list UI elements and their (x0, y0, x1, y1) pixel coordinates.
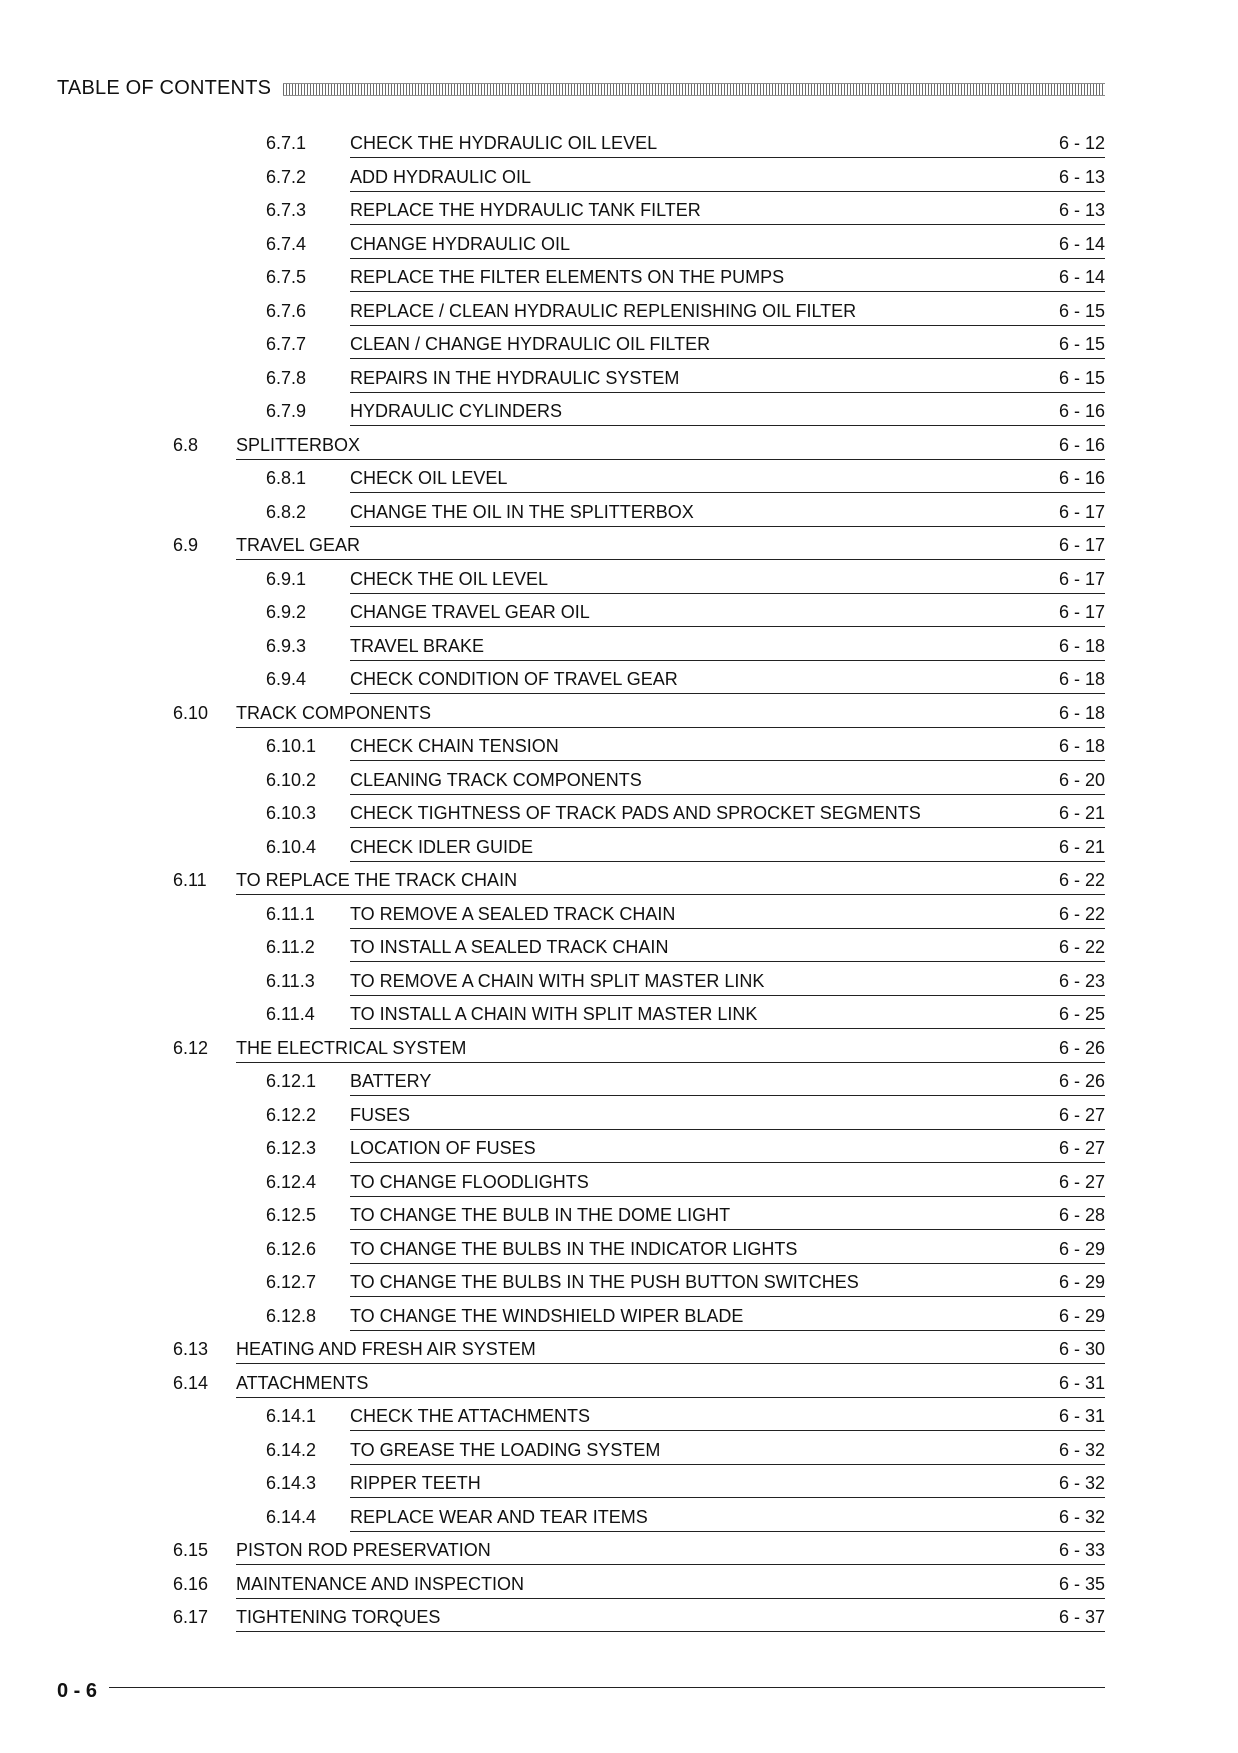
toc-entry-underline (350, 928, 1105, 929)
toc-entry-underline (350, 157, 1105, 158)
toc-entry-underline (350, 526, 1105, 527)
table-of-contents (0, 127, 1238, 1635)
toc-entry-title: CLEANING TRACK COMPONENTS (350, 769, 642, 790)
toc-entry-underline (350, 1263, 1105, 1264)
toc-entry-page: 6 - 17 (1058, 602, 1105, 622)
toc-entry-underline (350, 1028, 1105, 1029)
toc-entry-title: REPLACE THE HYDRAULIC TANK FILTER (350, 200, 701, 220)
toc-entry-number: 6.7.1 (266, 133, 307, 153)
toc-entry-number: 6.9.1 (266, 568, 307, 589)
toc-subsection-row[interactable] (0, 295, 1238, 329)
toc-entry-page: 6 - 13 (1058, 200, 1105, 220)
toc-entry-underline (236, 1598, 1105, 1599)
toc-section-row[interactable] (0, 1534, 1238, 1568)
toc-subsection-row[interactable] (0, 663, 1238, 697)
toc-entry-title: FUSES (350, 1104, 411, 1125)
toc-entry-number: 6.9.2 (266, 602, 307, 622)
toc-entry-underline (350, 425, 1105, 426)
toc-entry-page: 6 - 29 (1058, 1272, 1105, 1292)
toc-entry-number: 6.8.2 (266, 501, 307, 522)
toc-entry-underline (350, 995, 1105, 996)
toc-entry-page: 6 - 32 (1058, 1473, 1105, 1493)
toc-entry-underline (350, 693, 1105, 694)
toc-entry-page: 6 - 18 (1058, 736, 1105, 756)
toc-entry-title: TO CHANGE THE BULB IN THE DOME LIGHT (350, 1205, 731, 1225)
toc-entry-page: 6 - 17 (1058, 501, 1105, 522)
toc-entry-page: 6 - 33 (1058, 1540, 1105, 1560)
toc-entry-number: 6.9.3 (266, 635, 307, 656)
toc-entry-page: 6 - 23 (1058, 970, 1105, 991)
toc-subsection-row[interactable] (0, 965, 1238, 999)
toc-entry-title: TO REMOVE A CHAIN WITH SPLIT MASTER LINK (350, 970, 765, 991)
toc-subsection-row[interactable] (0, 161, 1238, 195)
toc-entry-number: 6.7.3 (266, 200, 307, 220)
toc-entry-title: CHANGE TRAVEL GEAR OIL (350, 602, 590, 622)
toc-entry-number: 6.12.7 (266, 1272, 317, 1292)
toc-entry-number: 6.10 (173, 702, 209, 723)
toc-section-row[interactable] (0, 1333, 1238, 1367)
toc-entry-number: 6.12.5 (266, 1205, 317, 1225)
toc-entry-underline (350, 1430, 1105, 1431)
toc-entry-page: 6 - 16 (1058, 434, 1105, 455)
toc-section-row[interactable] (0, 864, 1238, 898)
toc-subsection-row[interactable] (0, 1199, 1238, 1233)
toc-entry-page: 6 - 12 (1058, 133, 1105, 153)
toc-entry-page: 6 - 14 (1058, 233, 1105, 254)
toc-entry-underline (350, 1531, 1105, 1532)
toc-entry-underline (350, 1330, 1105, 1331)
toc-entry-page: 6 - 26 (1058, 1037, 1105, 1058)
toc-entry-page: 6 - 16 (1058, 468, 1105, 488)
toc-subsection-row[interactable] (0, 1400, 1238, 1434)
toc-entry-page: 6 - 18 (1058, 635, 1105, 656)
toc-entry-title: BATTERY (350, 1071, 432, 1091)
toc-entry-page: 6 - 32 (1058, 1506, 1105, 1527)
toc-entry-page: 6 - 25 (1058, 1004, 1105, 1024)
toc-entry-title: LOCATION OF FUSES (350, 1138, 536, 1158)
toc-entry-title: TO GREASE THE LOADING SYSTEM (350, 1439, 661, 1460)
toc-entry-title: TRAVEL GEAR (236, 535, 361, 555)
toc-entry-page: 6 - 26 (1058, 1071, 1105, 1091)
toc-entry-title: TO CHANGE THE BULBS IN THE INDICATOR LIGHTS (350, 1238, 798, 1259)
toc-subsection-row[interactable] (0, 630, 1238, 664)
toc-entry-number: 6.15 (173, 1540, 209, 1560)
toc-entry-underline (350, 660, 1105, 661)
toc-entry-number: 6.14.4 (266, 1506, 317, 1527)
toc-entry-page: 6 - 31 (1058, 1406, 1105, 1426)
toc-entry-title: REPLACE WEAR AND TEAR ITEMS (350, 1506, 648, 1527)
toc-entry-page: 6 - 37 (1058, 1607, 1105, 1627)
toc-entry-underline (350, 358, 1105, 359)
toc-entry-number: 6.12 (173, 1037, 209, 1058)
toc-entry-page: 6 - 18 (1058, 669, 1105, 689)
toc-entry-page: 6 - 18 (1058, 702, 1105, 723)
toc-entry-page: 6 - 17 (1058, 568, 1105, 589)
toc-subsection-row[interactable] (0, 1266, 1238, 1300)
toc-entry-underline (350, 794, 1105, 795)
toc-entry-page: 6 - 35 (1058, 1573, 1105, 1594)
toc-entry-page: 6 - 27 (1058, 1104, 1105, 1125)
toc-entry-title: CHECK CHAIN TENSION (350, 736, 559, 756)
toc-entry-number: 6.11.4 (266, 1004, 315, 1024)
toc-entry-number: 6.11 (173, 870, 207, 890)
toc-entry-title: MAINTENANCE AND INSPECTION (236, 1573, 525, 1594)
toc-entry-page: 6 - 17 (1058, 535, 1105, 555)
toc-entry-title: CHECK OIL LEVEL (350, 468, 508, 488)
toc-entry-underline (350, 1464, 1105, 1465)
toc-entry-underline (350, 593, 1105, 594)
toc-entry-number: 6.10.3 (266, 803, 317, 823)
toc-entry-underline (350, 224, 1105, 225)
toc-entry-underline (236, 459, 1105, 460)
toc-entry-underline (236, 1062, 1105, 1063)
toc-entry-page: 6 - 32 (1058, 1439, 1105, 1460)
toc-subsection-row[interactable] (0, 998, 1238, 1032)
toc-entry-underline (350, 760, 1105, 761)
toc-entry-underline (350, 861, 1105, 862)
toc-entry-page: 6 - 20 (1058, 769, 1105, 790)
toc-entry-number: 6.12.3 (266, 1138, 317, 1158)
toc-entry-title: TO REPLACE THE TRACK CHAIN (236, 870, 518, 890)
toc-entry-number: 6.9 (173, 535, 199, 555)
toc-entry-title: CHECK THE HYDRAULIC OIL LEVEL (350, 133, 658, 153)
toc-subsection-row[interactable] (0, 831, 1238, 865)
toc-entry-underline (236, 727, 1105, 728)
toc-entry-number: 6.11.3 (266, 970, 315, 991)
toc-subsection-row[interactable] (0, 730, 1238, 764)
toc-entry-number: 6.9.4 (266, 669, 307, 689)
toc-subsection-row[interactable] (0, 496, 1238, 530)
toc-entry-number: 6.16 (173, 1573, 209, 1594)
toc-entry-number: 6.7.9 (266, 401, 307, 421)
page-title: TABLE OF CONTENTS (57, 76, 272, 99)
toc-entry-title: CHANGE HYDRAULIC OIL (350, 233, 571, 254)
toc-section-row[interactable] (0, 1367, 1238, 1401)
toc-subsection-row[interactable] (0, 1434, 1238, 1468)
toc-subsection-row[interactable] (0, 1166, 1238, 1200)
toc-section-row[interactable] (0, 1568, 1238, 1602)
toc-entry-underline (236, 1363, 1105, 1364)
toc-entry-underline (350, 1162, 1105, 1163)
toc-entry-underline (350, 191, 1105, 192)
toc-subsection-row[interactable] (0, 898, 1238, 932)
page-number: 0 - 6 (57, 1679, 98, 1702)
toc-entry-underline (350, 1229, 1105, 1230)
toc-entry-page: 6 - 21 (1058, 836, 1105, 857)
toc-entry-page: 6 - 22 (1058, 870, 1105, 890)
toc-entry-number: 6.7.6 (266, 300, 307, 321)
toc-entry-title: TO CHANGE THE WINDSHIELD WIPER BLADE (350, 1305, 744, 1326)
toc-entry-page: 6 - 15 (1058, 300, 1105, 321)
toc-entry-underline (350, 827, 1105, 828)
toc-entry-title: TO REMOVE A SEALED TRACK CHAIN (350, 903, 676, 924)
toc-entry-number: 6.10.1 (266, 736, 317, 756)
toc-entry-title: TRAVEL BRAKE (350, 635, 485, 656)
toc-entry-page: 6 - 21 (1058, 803, 1105, 823)
toc-entry-title: ADD HYDRAULIC OIL (350, 166, 532, 187)
toc-entry-title: ATTACHMENTS (236, 1372, 369, 1393)
toc-entry-number: 6.12.2 (266, 1104, 317, 1125)
toc-entry-underline (350, 492, 1105, 493)
toc-entry-number: 6.14.2 (266, 1439, 317, 1460)
toc-entry-number: 6.7.8 (266, 367, 307, 388)
toc-entry-underline (236, 1564, 1105, 1565)
toc-entry-page: 6 - 29 (1058, 1238, 1105, 1259)
toc-entry-number: 6.8.1 (266, 468, 307, 488)
toc-entry-page: 6 - 22 (1058, 937, 1105, 957)
toc-entry-page: 6 - 27 (1058, 1171, 1105, 1192)
toc-entry-title: TIGHTENING TORQUES (236, 1607, 441, 1627)
toc-subsection-row[interactable] (0, 1501, 1238, 1535)
toc-section-row[interactable] (0, 1032, 1238, 1066)
toc-entry-page: 6 - 28 (1058, 1205, 1105, 1225)
toc-entry-number: 6.11.2 (266, 937, 315, 957)
toc-section-row[interactable] (0, 529, 1238, 563)
toc-entry-number: 6.7.7 (266, 334, 307, 354)
toc-entry-title: RIPPER TEETH (350, 1473, 481, 1493)
toc-entry-number: 6.12.4 (266, 1171, 317, 1192)
toc-entry-number: 6.10.2 (266, 769, 317, 790)
toc-entry-underline (350, 392, 1105, 393)
toc-entry-underline (350, 1129, 1105, 1130)
toc-entry-page: 6 - 22 (1058, 903, 1105, 924)
toc-entry-title: PISTON ROD PRESERVATION (236, 1540, 491, 1560)
toc-entry-title: CHECK THE ATTACHMENTS (350, 1406, 591, 1426)
toc-entry-underline (350, 291, 1105, 292)
toc-subsection-row[interactable] (0, 1300, 1238, 1334)
toc-entry-title: REPLACE / CLEAN HYDRAULIC REPLENISHING OIL FILTER (350, 300, 857, 321)
footer-rule (109, 1687, 1105, 1688)
toc-entry-page: 6 - 13 (1058, 166, 1105, 187)
toc-entry-title: CHECK THE OIL LEVEL (350, 568, 549, 589)
toc-entry-number: 6.8 (173, 434, 199, 455)
toc-entry-title: TO CHANGE FLOODLIGHTS (350, 1171, 589, 1192)
toc-entry-number: 6.7.5 (266, 267, 307, 287)
toc-subsection-row[interactable] (0, 395, 1238, 429)
toc-entry-number: 6.14.1 (266, 1406, 317, 1426)
toc-entry-number: 6.12.6 (266, 1238, 317, 1259)
toc-entry-number: 6.12.8 (266, 1305, 317, 1326)
toc-entry-page: 6 - 14 (1058, 267, 1105, 287)
toc-subsection-row[interactable] (0, 1467, 1238, 1501)
toc-entry-page: 6 - 27 (1058, 1138, 1105, 1158)
toc-entry-number: 6.7.4 (266, 233, 307, 254)
toc-subsection-row[interactable] (0, 931, 1238, 965)
toc-entry-number: 6.17 (173, 1607, 209, 1627)
toc-entry-number: 6.11.1 (266, 903, 315, 924)
toc-subsection-row[interactable] (0, 462, 1238, 496)
toc-entry-page: 6 - 16 (1058, 401, 1105, 421)
toc-section-row[interactable] (0, 429, 1238, 463)
toc-subsection-row[interactable] (0, 194, 1238, 228)
toc-subsection-row[interactable] (0, 764, 1238, 798)
toc-entry-title: CHECK IDLER GUIDE (350, 836, 534, 857)
toc-entry-page: 6 - 15 (1058, 367, 1105, 388)
toc-subsection-row[interactable] (0, 797, 1238, 831)
toc-entry-title: CHECK CONDITION OF TRAVEL GEAR (350, 669, 678, 689)
toc-entry-page: 6 - 30 (1058, 1339, 1105, 1359)
toc-entry-title: THE ELECTRICAL SYSTEM (236, 1037, 467, 1058)
toc-entry-underline (350, 626, 1105, 627)
toc-entry-underline (350, 258, 1105, 259)
toc-subsection-row[interactable] (0, 328, 1238, 362)
toc-subsection-row[interactable] (0, 127, 1238, 161)
toc-entry-number: 6.12.1 (266, 1071, 317, 1091)
toc-entry-title: HYDRAULIC CYLINDERS (350, 401, 563, 421)
toc-entry-title: TO INSTALL A CHAIN WITH SPLIT MASTER LINK (350, 1004, 758, 1024)
toc-entry-title: TO INSTALL A SEALED TRACK CHAIN (350, 937, 669, 957)
toc-entry-underline (236, 559, 1105, 560)
toc-entry-title: CLEAN / CHANGE HYDRAULIC OIL FILTER (350, 334, 711, 354)
toc-entry-title: HEATING AND FRESH AIR SYSTEM (236, 1339, 536, 1359)
toc-subsection-row[interactable] (0, 1233, 1238, 1267)
toc-subsection-row[interactable] (0, 1099, 1238, 1133)
toc-entry-underline (350, 961, 1105, 962)
toc-entry-underline (236, 894, 1105, 895)
toc-entry-title: REPLACE THE FILTER ELEMENTS ON THE PUMPS (350, 267, 785, 287)
toc-subsection-row[interactable] (0, 1132, 1238, 1166)
toc-subsection-row[interactable] (0, 596, 1238, 630)
toc-section-row[interactable] (0, 697, 1238, 731)
toc-entry-title: CHANGE THE OIL IN THE SPLITTERBOX (350, 501, 694, 522)
toc-subsection-row[interactable] (0, 1065, 1238, 1099)
toc-entry-underline (350, 1497, 1105, 1498)
toc-entry-underline (236, 1397, 1105, 1398)
toc-entry-title: TO CHANGE THE BULBS IN THE PUSH BUTTON SWITCHES (350, 1272, 859, 1292)
toc-entry-underline (236, 1631, 1105, 1632)
toc-entry-number: 6.14 (173, 1372, 209, 1393)
toc-entry-number: 6.7.2 (266, 166, 307, 187)
header-hatch-bar (283, 83, 1105, 96)
toc-entry-title: CHECK TIGHTNESS OF TRACK PADS AND SPROCKET SEGMENTS (350, 803, 921, 823)
toc-subsection-row[interactable] (0, 228, 1238, 262)
toc-entry-title: REPAIRS IN THE HYDRAULIC SYSTEM (350, 367, 680, 388)
toc-subsection-row[interactable] (0, 563, 1238, 597)
toc-entry-number: 6.13 (173, 1339, 209, 1359)
toc-section-row[interactable] (0, 1601, 1238, 1635)
toc-entry-page: 6 - 15 (1058, 334, 1105, 354)
toc-entry-title: TRACK COMPONENTS (236, 702, 432, 723)
toc-subsection-row[interactable] (0, 261, 1238, 295)
toc-entry-underline (350, 325, 1105, 326)
toc-entry-underline (350, 1196, 1105, 1197)
toc-subsection-row[interactable] (0, 362, 1238, 396)
toc-entry-underline (350, 1296, 1105, 1297)
page-header (57, 76, 1105, 100)
page-footer (57, 1676, 1105, 1706)
toc-entry-title: SPLITTERBOX (236, 434, 361, 455)
toc-entry-page: 6 - 31 (1058, 1372, 1105, 1393)
toc-entry-page: 6 - 29 (1058, 1305, 1105, 1326)
toc-entry-number: 6.14.3 (266, 1473, 317, 1493)
toc-entry-underline (350, 1095, 1105, 1096)
toc-entry-number: 6.10.4 (266, 836, 317, 857)
